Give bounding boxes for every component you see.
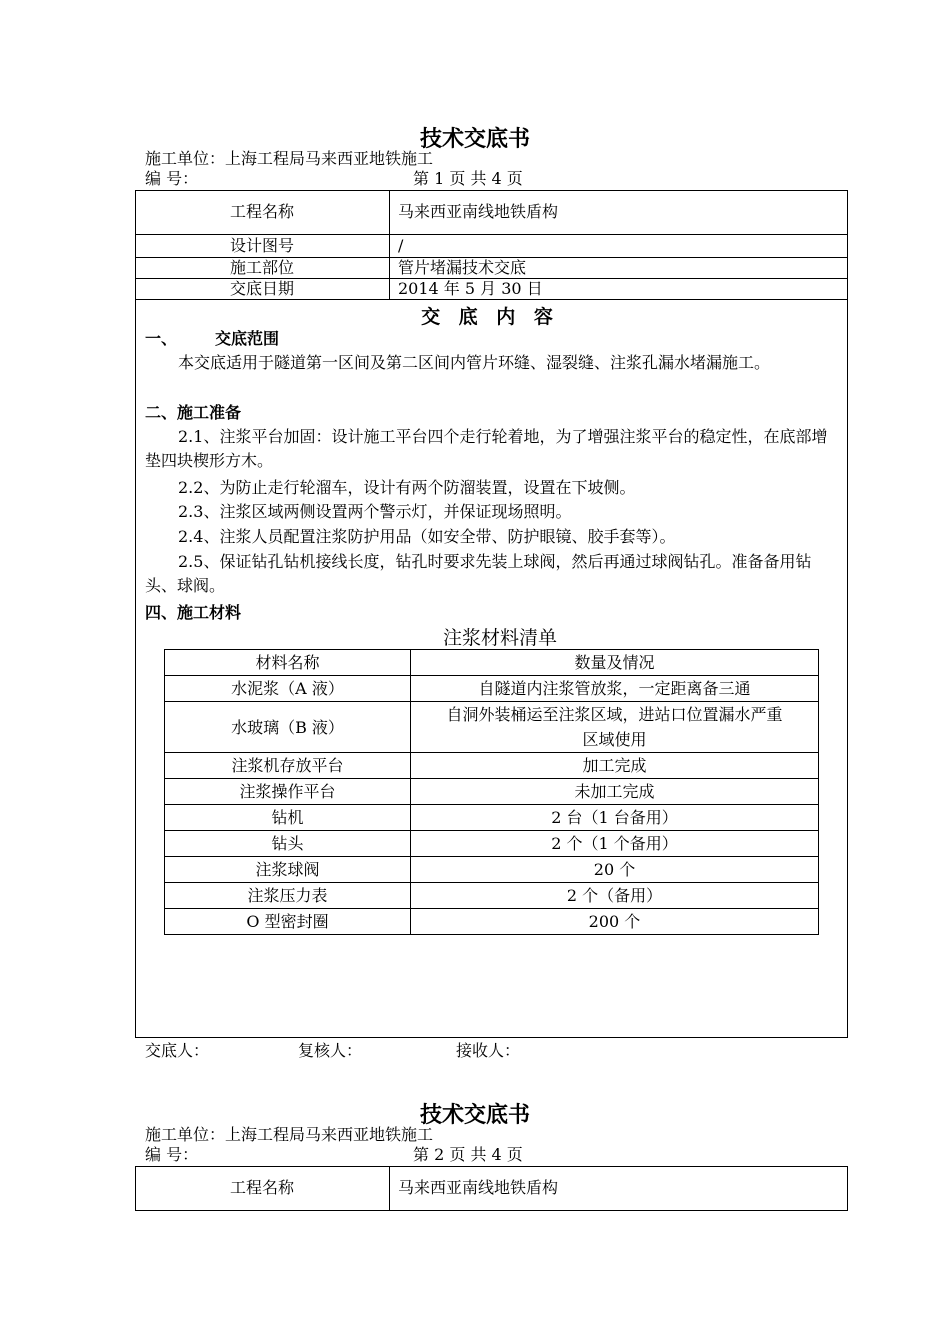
handover-date-label: 交底日期 xyxy=(229,279,294,298)
construction-part-value: 管片堵漏技术交底 xyxy=(398,258,527,277)
receiver-label: 接收人： xyxy=(456,1041,521,1060)
material-name: 注浆操作平台 xyxy=(165,779,411,805)
design-drawing-value: / xyxy=(398,236,404,255)
divider xyxy=(135,234,848,235)
table-row xyxy=(165,909,819,935)
material-name: 水玻璃（B 液） xyxy=(165,702,411,753)
material-status: 2 台（1 台备用） xyxy=(411,805,819,831)
material-status: 自洞外装桶运至注浆区域，进站口位置漏水严重区域使用 xyxy=(411,702,819,753)
material-name: 钻机 xyxy=(165,805,411,831)
document-title-page2: 技术交底书 xyxy=(419,1102,530,1128)
prep-item-2-5: 2.5、保证钻孔钻机接线长度，钻孔时要求先装上球阀，然后再通过球阀钻孔。准备备用钻头、球阀。 xyxy=(145,552,812,595)
construction-unit: 施工单位：上海工程局马来西亚地铁施工 xyxy=(145,149,434,168)
content-heading: 交 底 内 容 xyxy=(421,306,559,328)
handover-person-label: 交底人： xyxy=(145,1041,210,1060)
prep-item-2-3: 2.3、注浆区域两侧设置两个警示灯，并保证现场照明。 xyxy=(178,502,572,521)
section1-text: 本交底适用于隧道第一区间及第二区间内管片环缝、湿裂缝、注浆孔漏水堵漏施工。 xyxy=(178,353,771,372)
section1-number: 一、 xyxy=(145,329,178,348)
column-divider xyxy=(389,190,390,299)
material-status: 20 个 xyxy=(411,857,819,883)
section1-heading xyxy=(145,329,279,349)
divider xyxy=(135,299,848,300)
number-label: 编 号： xyxy=(145,169,199,188)
document-title: 技术交底书 xyxy=(419,126,530,152)
column-divider xyxy=(389,1166,390,1211)
reviewer-label: 复核人： xyxy=(298,1041,363,1060)
table-row xyxy=(165,831,819,857)
table-row xyxy=(165,753,819,779)
table-header-row xyxy=(165,650,819,676)
prep-item-2-2: 2.2、为防止走行轮溜车，设计有两个防溜装置，设置在下坡侧。 xyxy=(178,478,636,497)
number-label-page2: 编 号： xyxy=(145,1145,199,1164)
project-name-label: 工程名称 xyxy=(229,202,294,221)
material-status: 2 个（1 个备用） xyxy=(411,831,819,857)
section1-title: 交底范围 xyxy=(215,329,280,348)
table-row xyxy=(165,883,819,909)
material-status: 未加工完成 xyxy=(411,779,819,805)
page-info-page2: 第 2 页 共 4 页 xyxy=(413,1145,523,1164)
material-name: O 型密封圈 xyxy=(165,909,411,935)
prep-item-2-1: 2.1、注浆平台加固：设计施工平台四个走行轮着地，为了增强注浆平台的稳定性，在底部增垫四块楔形方木。 xyxy=(145,427,828,470)
material-name: 注浆球阀 xyxy=(165,857,411,883)
project-name-value: 马来西亚南线地铁盾构 xyxy=(398,202,559,221)
construction-unit-page2: 施工单位：上海工程局马来西亚地铁施工 xyxy=(145,1125,434,1144)
table-row xyxy=(165,702,819,753)
section2-heading: 二、施工准备 xyxy=(145,403,242,422)
table-header-cell: 数量及情况 xyxy=(411,650,819,676)
table-row xyxy=(165,857,819,883)
section4-heading: 四、施工材料 xyxy=(145,603,242,622)
material-name: 注浆机存放平台 xyxy=(165,753,411,779)
page-info: 第 1 页 共 4 页 xyxy=(413,169,523,188)
design-drawing-label: 设计图号 xyxy=(229,236,294,255)
construction-part-label: 施工部位 xyxy=(229,258,294,277)
table-row xyxy=(165,676,819,702)
table-row xyxy=(165,805,819,831)
material-name: 钻头 xyxy=(165,831,411,857)
table-header-cell: 材料名称 xyxy=(165,650,411,676)
material-name: 注浆压力表 xyxy=(165,883,411,909)
material-status: 200 个 xyxy=(411,909,819,935)
project-name-label-page2: 工程名称 xyxy=(229,1178,294,1197)
material-name: 水泥浆（A 液） xyxy=(165,676,411,702)
material-table-title: 注浆材料清单 xyxy=(443,627,558,649)
material-status: 2 个（备用） xyxy=(411,883,819,909)
material-status: 加工完成 xyxy=(411,753,819,779)
project-name-value-page2: 马来西亚南线地铁盾构 xyxy=(398,1178,559,1197)
table-row xyxy=(165,779,819,805)
prep-item-2-4: 2.4、注浆人员配置注浆防护用品（如安全带、防护眼镜、胶手套等）。 xyxy=(178,527,676,546)
handover-date-value: 2014 年 5 月 30 日 xyxy=(398,279,543,298)
material-table xyxy=(164,649,819,935)
material-status: 自隧道内注浆管放浆，一定距离备三通 xyxy=(411,676,819,702)
